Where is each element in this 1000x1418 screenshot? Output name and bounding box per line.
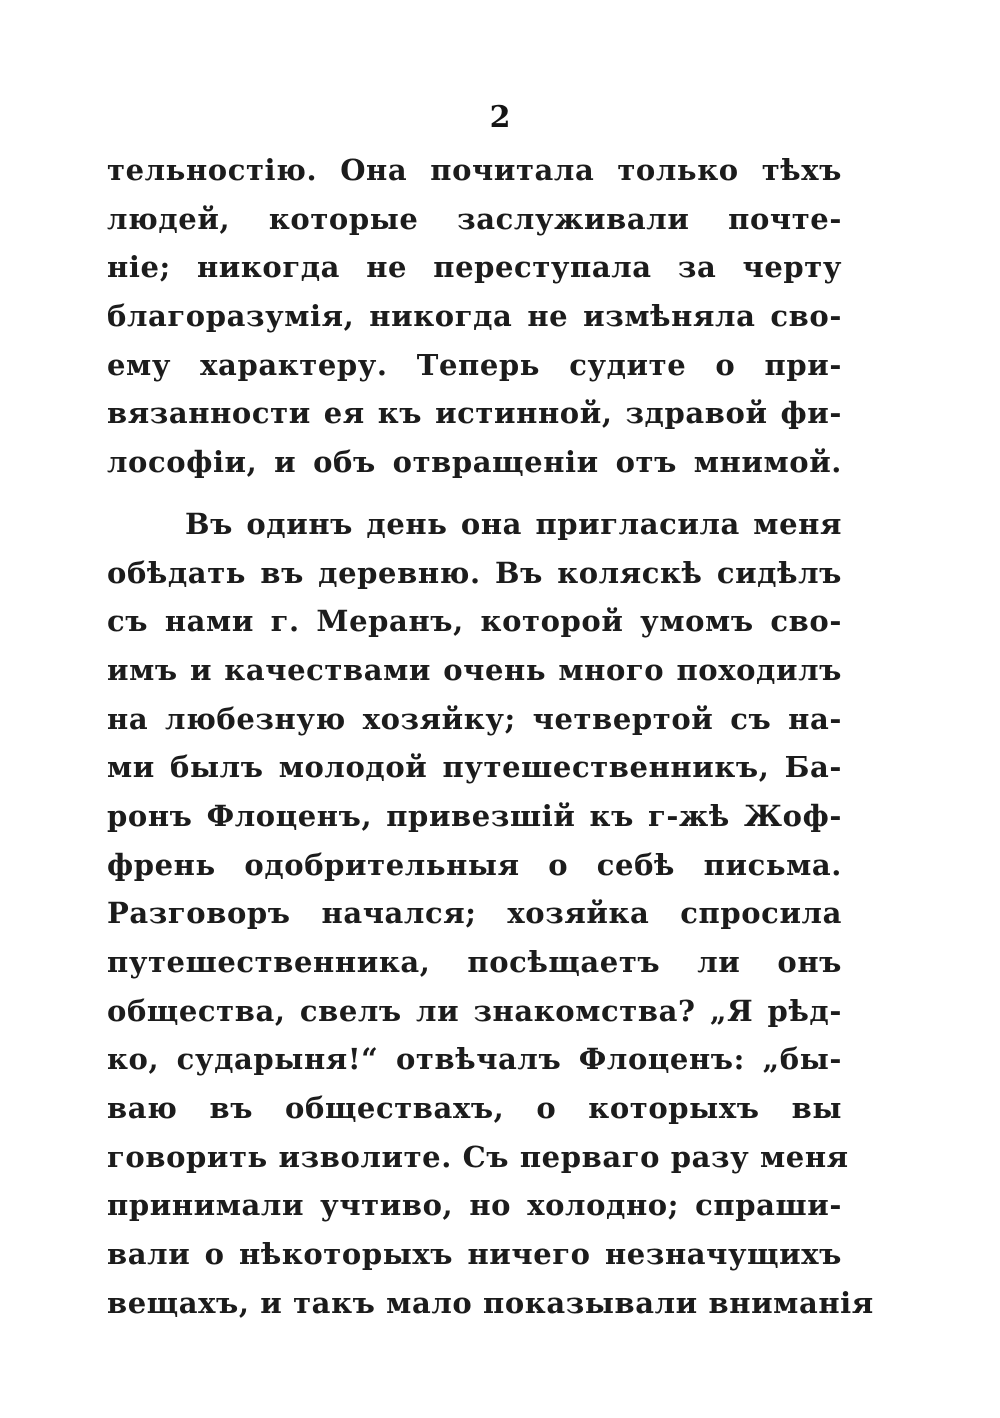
- text-line: ронъ Флоценъ, привезшій къ г-жѣ Жоф-: [107, 798, 842, 833]
- text-line: путешественника, посѣщаетъ ли онъ: [107, 945, 842, 979]
- paragraph-spacer: [107, 487, 842, 500]
- text-line: людей, которые заслуживали почте-: [107, 201, 842, 236]
- text-line: вещахъ, и такъ мало показывали вниманія: [107, 1285, 874, 1320]
- text-line: благоразумія, никогда не измѣняла сво-: [107, 299, 842, 334]
- paragraph-2: [107, 500, 874, 1328]
- text-line: ніе; никогда не переступала за черту: [107, 250, 842, 285]
- paragraph-1: [107, 146, 842, 487]
- text-line: вали о нѣкоторыхъ ничего незначущихъ: [107, 1237, 842, 1272]
- text-line: говорить изволите. Съ перваго разу меня: [107, 1139, 849, 1174]
- text-line: общества, свелъ ли знакомства? „Я рѣд-: [107, 993, 842, 1028]
- text-line: обѣдать въ деревню. Въ коляскѣ сидѣлъ: [107, 555, 842, 590]
- text-line: Разговоръ начался; хозяйка спросила: [107, 896, 842, 931]
- text-line: френь одобрительныя о себѣ письма.: [107, 847, 842, 882]
- text-line: лософіи, и объ отвращеніи отъ мнимой.: [107, 445, 842, 480]
- text-line: ми былъ молодой путешественникъ, Ба-: [107, 750, 842, 785]
- text-line: на любезную хозяйку; четвертой съ на-: [107, 701, 842, 736]
- text-line: ко, сударыня!“ отвѣчалъ Флоценъ: „бы-: [107, 1042, 842, 1077]
- text-line: ваю въ обществахъ, о которыхъ вы: [107, 1091, 842, 1126]
- text-line: вязанности ея къ истинной, здравой фи-: [107, 396, 842, 431]
- page-number: 2: [489, 100, 511, 135]
- text-line: Въ одинъ день она пригласила меня: [185, 506, 842, 541]
- text-line: тельностію. Она почитала только тѣхъ: [107, 153, 842, 187]
- text-line: ему характеру. Теперь судите о при-: [107, 347, 842, 382]
- text-line: съ нами г. Меранъ, которой умомъ сво-: [107, 604, 842, 639]
- body-text: [107, 146, 874, 1328]
- text-line: имъ и качествами очень много походилъ: [107, 652, 842, 687]
- text-line: принимали учтиво, но холодно; спраши-: [107, 1188, 842, 1223]
